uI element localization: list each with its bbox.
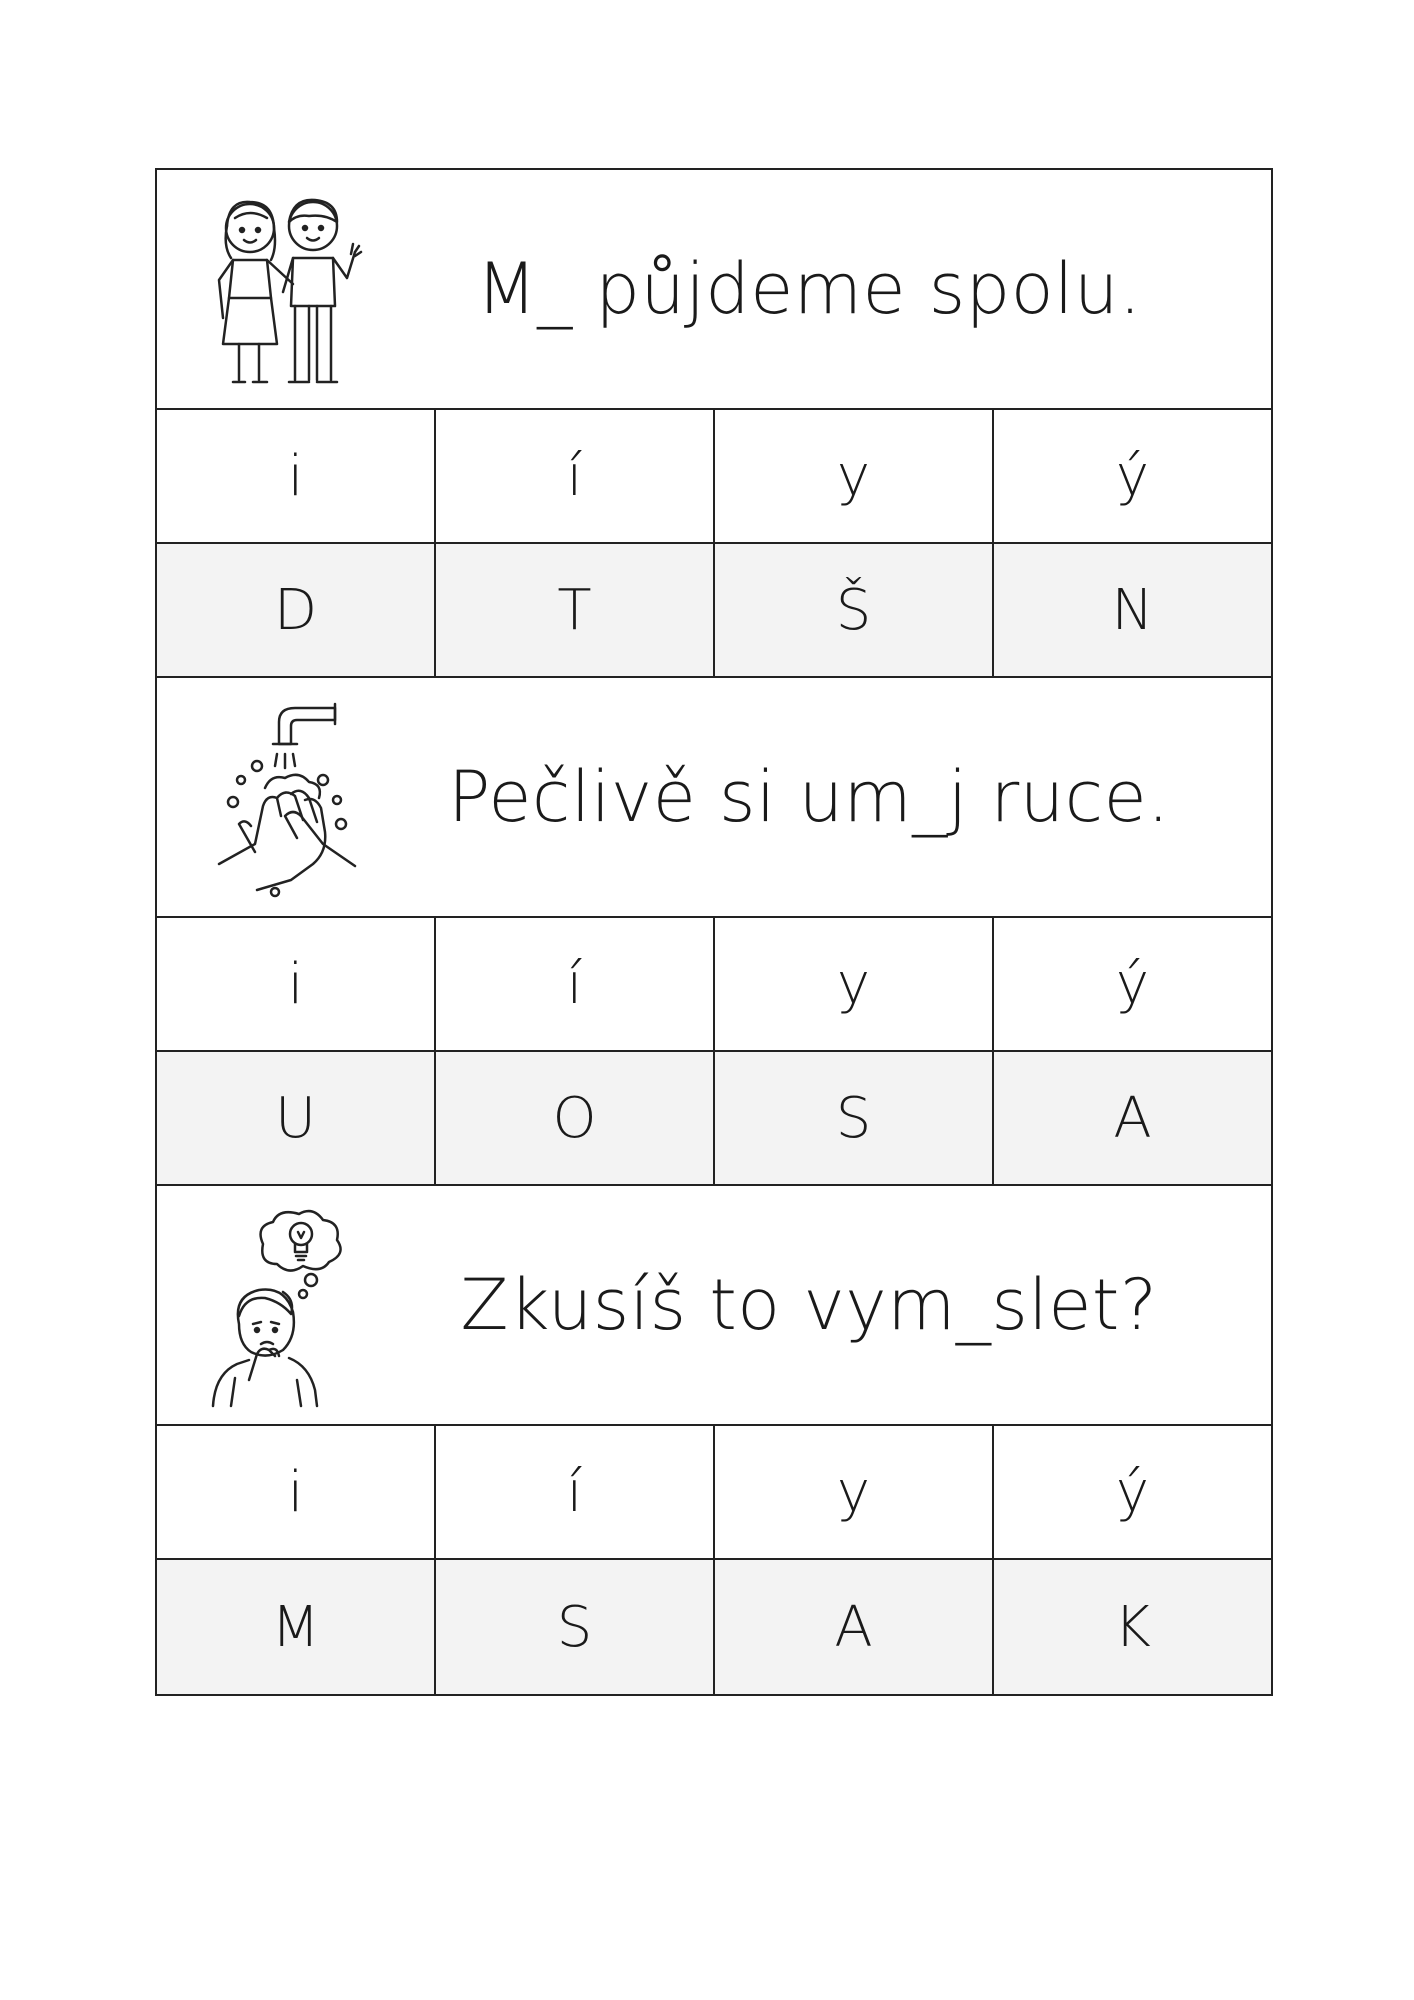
sentence-row-2: [157, 678, 1271, 918]
options-row-2: [157, 918, 1271, 1052]
letter-cell: K: [1114, 1594, 1151, 1660]
letters-row-3: [157, 1560, 1271, 1694]
sentence-text: M_ půjdeme spolu.: [476, 248, 1142, 330]
option-cell[interactable]: y: [715, 1426, 994, 1558]
letter-cell: A: [1113, 1085, 1152, 1151]
options-row-3: [157, 1426, 1271, 1560]
option-cell[interactable]: y: [715, 410, 994, 542]
letters-row-2: [157, 1052, 1271, 1186]
letter-cell: N: [1111, 577, 1154, 643]
letter-cell: Š: [715, 544, 994, 676]
option-cell[interactable]: ý: [1115, 951, 1150, 1017]
option-cell[interactable]: i: [157, 918, 436, 1050]
option-cell[interactable]: ý: [1115, 1459, 1150, 1525]
sentence-row-3: [157, 1186, 1271, 1426]
option-cell[interactable]: ý: [1115, 443, 1150, 509]
letters-row-1: [157, 544, 1271, 678]
option-cell[interactable]: í: [436, 410, 715, 542]
option-cell[interactable]: í: [436, 918, 715, 1050]
letter-cell: M: [157, 1560, 436, 1694]
sentence-row-1: [157, 170, 1271, 410]
sentence-text: Pečlivě si um_j ruce.: [448, 756, 1170, 838]
letter-cell: T: [436, 544, 715, 676]
washing-hands-icon: [205, 696, 365, 900]
thinking-boy-icon: [205, 1204, 365, 1408]
letter-cell: O: [436, 1052, 715, 1184]
letter-cell: U: [157, 1052, 436, 1184]
option-cell[interactable]: í: [436, 1426, 715, 1558]
option-cell[interactable]: i: [157, 1426, 436, 1558]
letter-cell: S: [715, 1052, 994, 1184]
options-row-1: [157, 410, 1271, 544]
option-cell[interactable]: y: [715, 918, 994, 1050]
letter-cell: S: [436, 1560, 715, 1694]
worksheet-table: [155, 168, 1273, 1696]
letter-cell: A: [715, 1560, 994, 1694]
option-cell[interactable]: i: [157, 410, 436, 542]
sentence-text: Zkusíš to vym_slet?: [460, 1264, 1158, 1346]
letter-cell: D: [157, 544, 436, 676]
children-holding-hands-icon: [205, 188, 365, 392]
